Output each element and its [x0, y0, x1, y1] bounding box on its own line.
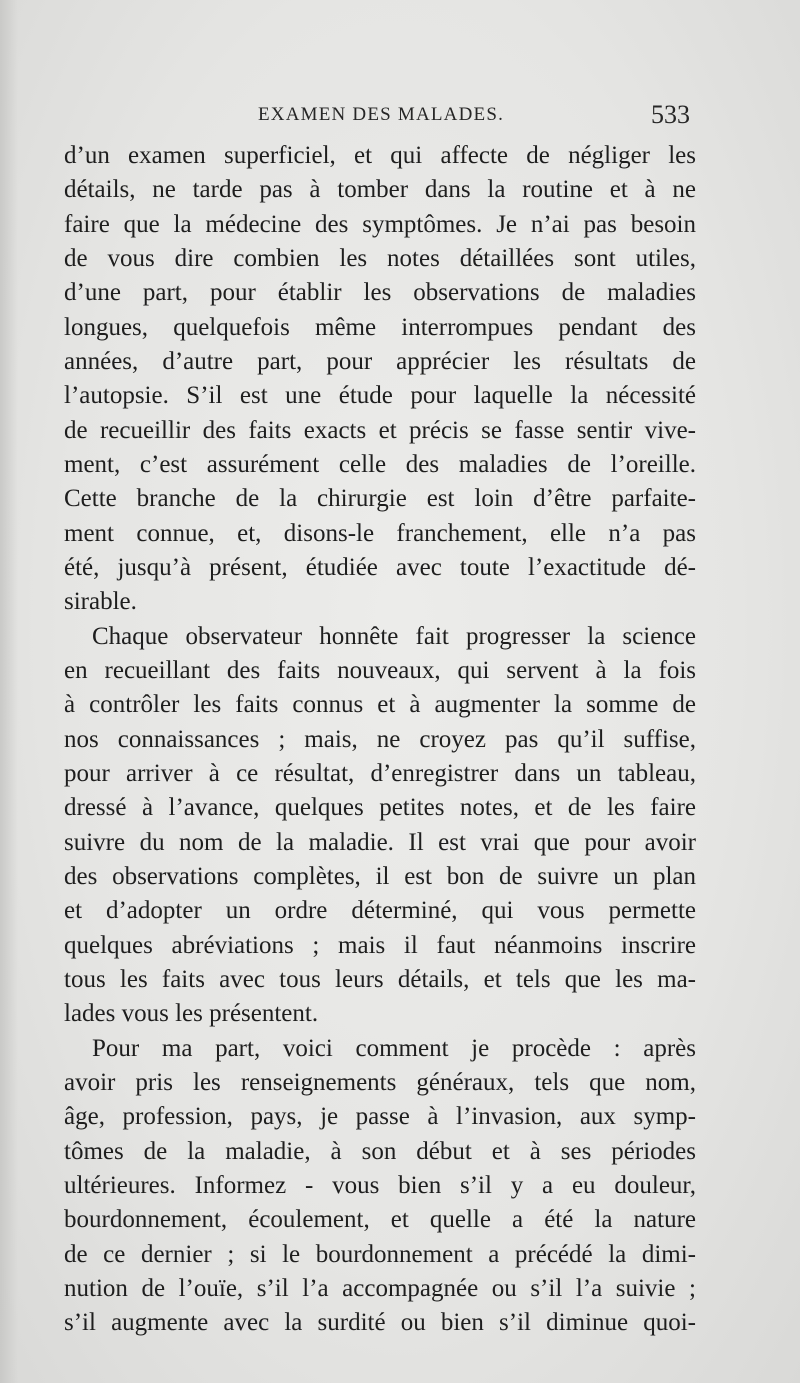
text-line: nos connaissances ; mais, ne croyez pas qu’il suffise,	[64, 725, 696, 753]
text-line: ultérieures. Informez - vous bien s’il y a eu douleur,	[64, 1171, 696, 1199]
text-line: détails, ne tarde pas à tomber dans la routine et à ne	[64, 176, 696, 204]
text-line: et d’adopter un ordre déterminé, qui vous permette	[64, 897, 696, 925]
text-line: tômes de la maladie, à son début et à ses périodes	[64, 1137, 696, 1165]
paragraph-end-line: lades vous les présentent.	[64, 1000, 319, 1028]
text-line: s’il augmente avec la surdité ou bien s’il diminue quoi-	[64, 1309, 696, 1337]
text-line: nution de l’ouïe, s’il l’a accompagnée ou s’il l’a suivie ;	[64, 1274, 696, 1302]
text-line: suivre du nom de la maladie. Il est vrai que pour avoir	[64, 828, 696, 856]
text-line: de ce dernier ; si le bourdonnement a précédé la dimi-	[64, 1240, 696, 1268]
text-line: faire que la médecine des symptômes. Je n’ai pas besoin	[64, 210, 696, 238]
text-line: dressé à l’avance, quelques petites notes, et de les faire	[64, 794, 696, 822]
text-line: des observations complètes, il est bon de suivre un plan	[64, 862, 696, 890]
text-line: à contrôler les faits connus et à augmenter la somme de	[64, 691, 696, 719]
body-text	[64, 139, 696, 1340]
text-line: avoir pris les renseignements généraux, tels que nom,	[64, 1068, 696, 1096]
text-line: ment connue, et, disons-le franchement, elle n’a pas	[64, 519, 696, 547]
text-line: longues, quelquefois même interrompues pendant des	[64, 313, 696, 341]
paragraph-start-line: Pour ma part, voici comment je procède : après	[92, 1034, 696, 1062]
text-line: de vous dire combien les notes détaillées sont utiles,	[64, 244, 696, 272]
paragraph-start-line: Chaque observateur honnête fait progresser la science	[92, 622, 696, 650]
text-line: Cette branche de la chirurgie est loin d’être parfaite-	[64, 485, 696, 513]
running-head	[60, 100, 700, 130]
running-title: EXAMEN DES MALADES.	[258, 104, 505, 125]
text-line: pour arriver à ce résultat, d’enregistrer dans un tableau,	[64, 759, 696, 787]
text-line: d’une part, pour établir les observations de maladies	[64, 279, 696, 307]
text-line: d’un examen superficiel, et qui affecte de négliger les	[64, 142, 696, 169]
text-line: tous les faits avec tous leurs détails, et tels que les ma-	[64, 965, 696, 993]
text-line: l’autopsie. S’il est une étude pour laquelle la nécessité	[64, 382, 696, 410]
text-line: bourdonnement, écoulement, et quelle a été la nature	[64, 1206, 696, 1234]
text-line: ment, c’est assurément celle des maladies de l’oreille.	[64, 450, 696, 478]
text-line: années, d’autre part, pour apprécier les résultats de	[64, 347, 696, 375]
text-line: en recueillant des faits nouveaux, qui servent à la fois	[64, 656, 696, 684]
page-gutter-shadow	[0, 0, 18, 1383]
page-number: 533	[651, 100, 690, 129]
text-line: âge, profession, pays, je passe à l’invasion, aux symp-	[64, 1103, 696, 1131]
text-line: de recueillir des faits exacts et précis se fasse sentir vive-	[64, 416, 696, 444]
text-line: quelques abréviations ; mais il faut néanmoins inscrire	[64, 931, 696, 959]
text-line: été, jusqu’à présent, étudiée avec toute l’exactitude dé-	[64, 553, 696, 581]
paragraph-end-line: sirable.	[64, 588, 137, 616]
